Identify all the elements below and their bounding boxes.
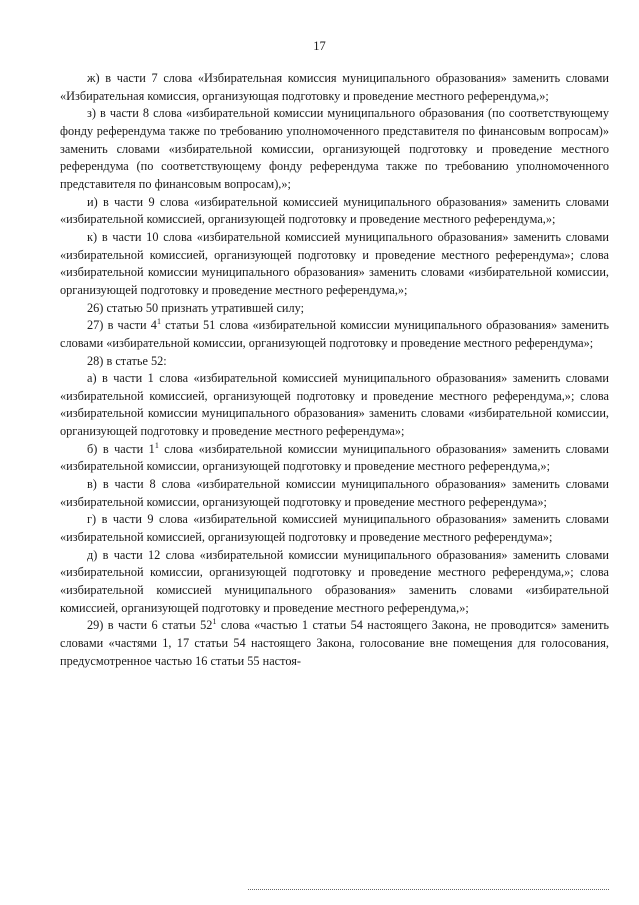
paragraph-item-b: б) в части $1^1$ слова «избирательной комиссии муниципального образования» заменить словами «избирательной комиссии, организующей подготовку и проведение местного референдума,»; [60,440,609,474]
paragraph-item-g: г) в части 9 слова «избирательной комиссией муниципального образования» заменить словами «избирательной комиссией, организующей подготовку и проведение местного референдума»; [60,512,609,545]
paragraph-item-zh: ж) в части 7 слова «Избирательная комиссия муниципального образования» заменить словами «Избирательная комиссия, организующая подготовку и проведение местного референдума,»; [60,71,609,103]
superscript-index: 1 [154,440,159,450]
paragraph-item-27: 27) в части $4^1$ статьи 51 слова «избирательной комиссии муниципального образования» заменить словами «избирательной комиссии, организующей подготовку и проведение местного референдума»; [60,317,609,350]
paragraph-item-k: к) в части 10 слова «избирательной комиссией муниципального образования» заменить словами «избирательной комиссией, организующей подготовку и проведение местного референдума»; слова «избирательной комиссии муниципального образования» заменить словами «избирательной комиссии, организующей подготовку и проведение местного референдума,»; [60,229,609,297]
paragraph-item-v: в) в части 8 слова «избирательной комиссии муниципального образования» заменить словами «избирательной комиссии, организующей подготовку и проведение местного референдума»; [60,477,609,509]
superscript-index: 1 [212,617,217,627]
superscript-index: 1 [156,317,161,327]
paragraph-item-26: 26) статью 50 признать утратившей силу; [87,300,305,315]
paragraph-item-28: 28) в статье 52: [87,353,167,368]
paragraph-item-d: д) в части 12 слова «избирательной комиссии муниципального образования» заменить словами «избирательной комиссии, организующей подготовку и проведение местного референдума,»; слова «избирательной комиссией муниципального образования» заменить словами «избирательной комиссией, организующей подготовку и проведение местного референдума,»; [60,547,609,615]
paragraph-item-i: и) в части 9 слова «избирательной комиссией муниципального образования» заменить словами «избирательной комиссией, организующей подготовку и проведение местного референдума,»; [60,194,609,227]
footer-divider [248,889,609,890]
document-body [60,70,609,670]
paragraph-item-z: з) в части 8 слова «избирательной комиссии муниципального образования (по соответствующему фонду референдума также по требованию уполномоченного представителя по финансовым вопросам)» заменить словами «избирательной комиссии, организующей подготовку и проведение местного референдума (по соответствующему фонду референдума также по требованию уполномоченного представителя по финансовым вопросам),»; [60,106,609,191]
page-number: 17 [313,39,326,53]
paragraph-item-29: 29) в части 6 статьи $52^1$ слова «частью 1 статьи 54 настоящего Закона, не проводится» заменить словами «частями 1, 17 статьи 54 настоящего Закона, голосование вне помещения для голосования, предусмотренное частью 16 статьи 55 настоя- [60,617,609,668]
paragraph-item-a: а) в части 1 слова «избирательной комиссией муниципального образования» заменить словами «избирательной комиссией, организующей подготовку и проведение местного референдума,»; слова «избирательной комиссии муниципального образования» заменить словами «избирательной комиссии, организующей подготовку и проведение местного референдума»; [60,371,609,439]
